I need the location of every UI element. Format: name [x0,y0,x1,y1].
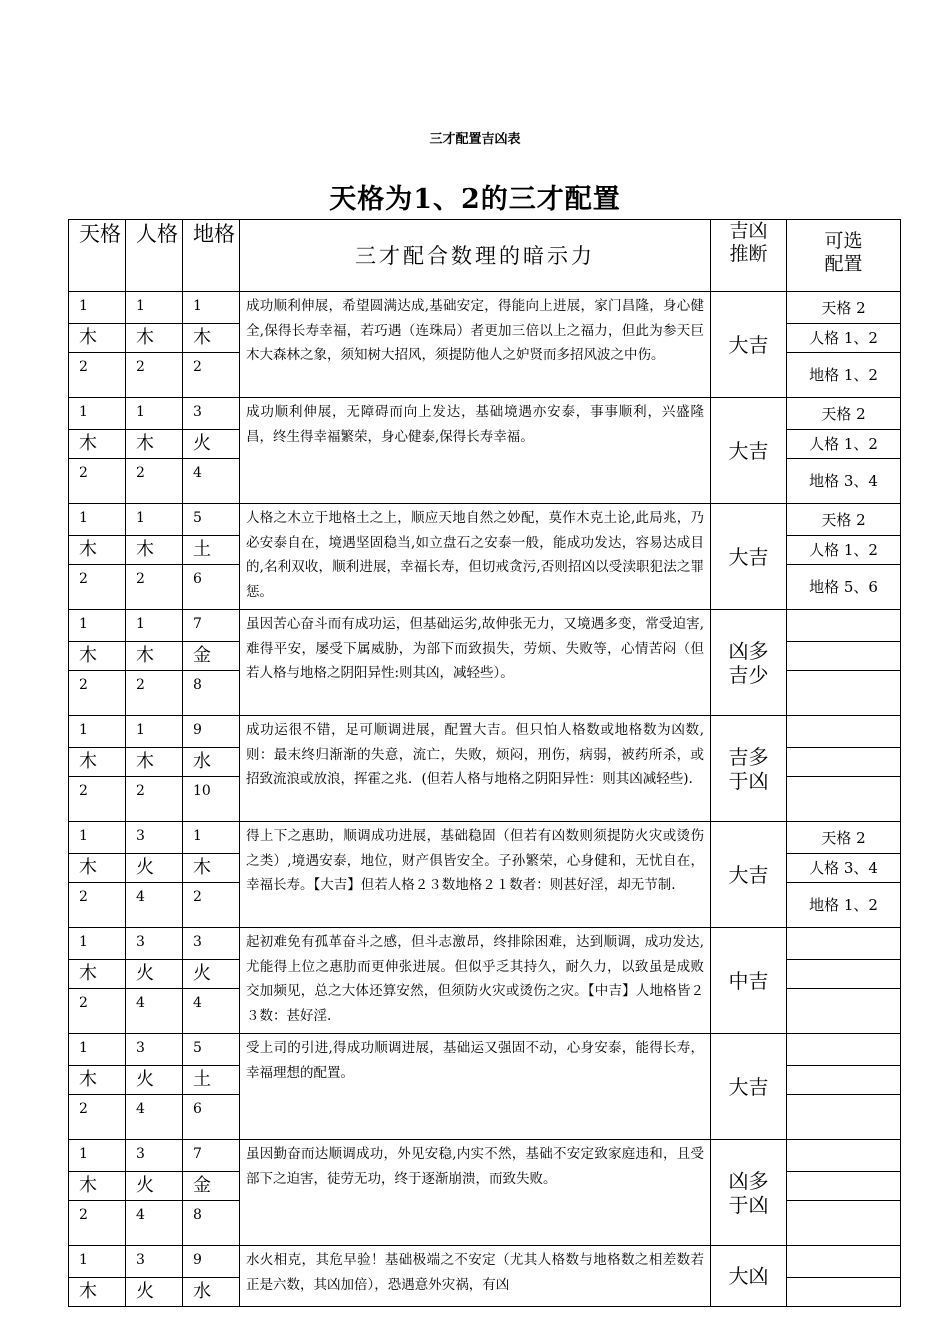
verdict-text: 大吉 [728,438,769,463]
hint-text: 成功顺利伸展，无障碍而向上发达，基础境遇亦安泰，事事顺利，兴盛隆昌，终生得幸福繁荣，身心健泰,保得长寿幸福。 [240,398,711,504]
tian-value: 2 [69,565,126,610]
di-value: 8 [183,1201,240,1246]
tian-value: 木 [69,854,126,883]
option-cell: 天格 2 [787,398,901,430]
tian-value: 2 [69,459,126,504]
verdict-cell [711,292,787,398]
verdict-text: 大吉 [728,544,769,569]
tian-value: 1 [69,822,126,854]
option-cell: 人格 1、2 [787,536,901,565]
page-title: 天格为1、2的三才配置 [329,184,621,215]
header-hint: 三才配合数理的暗示力 [240,220,711,292]
header-di: 地格 [183,220,240,292]
verdict-cell [711,822,787,928]
ren-value: 2 [126,671,183,716]
di-value: 7 [183,1140,240,1172]
verdict-text: 吉多于凶 [728,744,769,793]
hint-text: 水火相克，其危早验！基础极端之不安定（尤其人格数与地格数之相差数若正是六数，其凶加倍），恐遇意外灾祸，有凶 [240,1246,711,1307]
di-value: 水 [183,748,240,777]
di-value: 土 [183,1066,240,1095]
verdict-text: 大吉 [728,332,769,357]
document-title: 三才配置吉凶表 [429,132,521,147]
di-value: 火 [183,960,240,989]
table-row [69,928,901,960]
ren-value: 1 [126,292,183,324]
option-cell [787,777,901,822]
ren-value: 4 [126,883,183,928]
option-cell [787,960,901,989]
ren-value: 火 [126,960,183,989]
ren-value: 4 [126,989,183,1034]
header-tian: 天格 [69,220,126,292]
tian-value: 2 [69,883,126,928]
header-options: 可选 配置 [787,220,901,292]
ren-value: 火 [126,1172,183,1201]
ren-value: 3 [126,1034,183,1066]
table-row [69,610,901,642]
hint-text: 得上下之惠助，顺调成功进展，基础稳固（但若有凶数则须提防火灾或烫伤之类）,境遇安泰，地位，财产俱皆安全。子孙繁荣，心身健和，无忧自在，幸福长寿。【大吉】但若人格２３数地格２１数者：则甚好淫，却无节制. [240,822,711,928]
tian-value: 2 [69,1095,126,1140]
di-value: 2 [183,353,240,398]
table-row [69,1140,901,1172]
hint-text: 虽因苦心奋斗而有成功运，但基础运劣,故伸张无力，又境遇多变，常受迫害,难得平安，屡受下属威胁，为部下而致损失，劳烦、失败等，心情苦闷（但若人格与地格之阴阳异性:则其凶，减轻些）。 [240,610,711,716]
tian-value: 1 [69,1140,126,1172]
option-cell [787,716,901,748]
sancai-table [68,219,901,1307]
table-row [69,1246,901,1278]
di-value: 6 [183,565,240,610]
di-value: 5 [183,1034,240,1066]
option-cell: 地格 5、6 [787,565,901,610]
verdict-text: 大凶 [728,1264,769,1288]
verdict-cell [711,928,787,1034]
verdict-text: 凶多于凶 [728,1168,769,1217]
di-value: 4 [183,989,240,1034]
tian-value: 木 [69,1066,126,1095]
di-value: 火 [183,430,240,459]
verdict-cell [711,398,787,504]
verdict-text: 凶多吉少 [728,638,769,687]
ren-value: 1 [126,504,183,536]
tian-value: 2 [69,353,126,398]
table-row [69,822,901,854]
verdict-text: 中吉 [728,968,769,993]
verdict-cell [711,716,787,822]
di-value: 4 [183,459,240,504]
verdict-text: 大吉 [728,862,769,887]
ren-value: 4 [126,1201,183,1246]
tian-value: 木 [69,1172,126,1201]
hint-text: 成功运很不错，足可顺调进展，配置大吉。但只怕人格数或地格数为凶数,则：最末终归渐渐的失意，流亡，失败，烦闷，刑伤，病弱，被药所杀，或招致流浪或放浪，挥霍之兆．(但若人格与地格之阴阳异性：则其凶减轻些). [240,716,711,822]
tian-value: 木 [69,1278,126,1307]
di-value: 1 [183,292,240,324]
option-cell [787,1172,901,1201]
tian-value: 2 [69,989,126,1034]
tian-value: 木 [69,642,126,671]
verdict-cell [711,1246,787,1307]
verdict-cell [711,1034,787,1140]
di-value: 3 [183,928,240,960]
option-cell [787,1278,901,1307]
option-cell: 地格 1、2 [787,883,901,928]
option-cell [787,748,901,777]
tian-value: 木 [69,430,126,459]
hint-text: 虽因勤奋而达顺调成功，外见安稳,内实不然，基础不安定致家庭违和，且受部下之迫害，徒劳无功，终于逐渐崩溃，而致失败。 [240,1140,711,1246]
tian-value: 1 [69,292,126,324]
table-row [69,504,901,536]
header-verdict: 吉凶 推断 [711,220,787,292]
di-value: 金 [183,1172,240,1201]
hint-text: 成功顺利伸展，希望圆满达成,基础安定，得能向上进展，家门昌隆，身心健全,保得长寿幸福，若巧遇（连珠局）者更加三倍以上之福力，但此为参天巨木大森林之象，须知树大招风，须提防他人之妒贤而多招风波之中伤。 [240,292,711,398]
di-value: 9 [183,716,240,748]
ren-value: 1 [126,716,183,748]
option-cell [787,1095,901,1140]
ren-value: 1 [126,398,183,430]
tian-value: 木 [69,960,126,989]
table-row [69,292,901,324]
ren-value: 火 [126,854,183,883]
tian-value: 木 [69,536,126,565]
ren-value: 2 [126,565,183,610]
di-value: 1 [183,822,240,854]
ren-value: 2 [126,459,183,504]
table-row [69,716,901,748]
tian-value: 木 [69,324,126,353]
di-value: 木 [183,854,240,883]
option-cell: 地格 3、4 [787,459,901,504]
tian-value: 1 [69,1246,126,1278]
di-value: 水 [183,1278,240,1307]
di-value: 土 [183,536,240,565]
di-value: 7 [183,610,240,642]
di-value: 6 [183,1095,240,1140]
option-cell [787,610,901,642]
ren-value: 木 [126,324,183,353]
di-value: 8 [183,671,240,716]
ren-value: 3 [126,1140,183,1172]
option-cell [787,1034,901,1066]
ren-value: 火 [126,1278,183,1307]
ren-value: 4 [126,1095,183,1140]
tian-value: 1 [69,928,126,960]
option-cell: 人格 1、2 [787,430,901,459]
di-value: 2 [183,883,240,928]
verdict-cell [711,504,787,610]
di-value: 木 [183,324,240,353]
option-cell [787,1066,901,1095]
table-row [69,398,901,430]
tian-value: 1 [69,504,126,536]
di-value: 10 [183,777,240,822]
ren-value: 3 [126,822,183,854]
option-cell [787,1140,901,1172]
table-row [69,1034,901,1066]
di-value: 9 [183,1246,240,1278]
tian-value: 2 [69,671,126,716]
di-value: 金 [183,642,240,671]
option-cell: 地格 1、2 [787,353,901,398]
tian-value: 2 [69,777,126,822]
header-row [69,220,901,292]
ren-value: 3 [126,1246,183,1278]
hint-text: 人格之木立于地格土之上，顺应天地自然之妙配，莫作木克土论,此局兆，乃必安泰自在，境遇坚固稳当,如立盘石之安泰一般，能成功发达，容易达成目的,名利双收，顺利进展，幸福长寿，但切戒贪污,否则招凶以受渎职犯法之罪惩。 [240,504,711,610]
verdict-cell [711,610,787,716]
ren-value: 2 [126,777,183,822]
ren-value: 1 [126,610,183,642]
ren-value: 2 [126,353,183,398]
di-value: 5 [183,504,240,536]
option-cell [787,642,901,671]
option-cell [787,1201,901,1246]
option-cell [787,928,901,960]
tian-value: 1 [69,716,126,748]
option-cell: 人格 3、4 [787,854,901,883]
option-cell [787,1246,901,1278]
ren-value: 木 [126,748,183,777]
hint-text: 起初难免有孤革奋斗之感，但斗志激昂，终排除困难，达到顺调，成功发达,尤能得上位之惠肋而更伸张进展。但似乎乏其持久，耐久力，以致虽是成败交加频见，总之大体还算安然，但须防火灾或烫伤之灾。【中吉】人地格皆２３数：甚好淫. [240,928,711,1034]
ren-value: 3 [126,928,183,960]
ren-value: 木 [126,642,183,671]
ren-value: 木 [126,536,183,565]
option-cell: 天格 2 [787,292,901,324]
verdict-cell [711,1140,787,1246]
option-cell [787,671,901,716]
option-cell: 人格 1、2 [787,324,901,353]
hint-text: 受上司的引进,得成功顺调进展，基础运又强固不动，心身安泰，能得长寿，幸福理想的配置。 [240,1034,711,1140]
verdict-text: 大吉 [728,1074,769,1099]
tian-value: 1 [69,1034,126,1066]
ren-value: 火 [126,1066,183,1095]
ren-value: 木 [126,430,183,459]
option-cell: 天格 2 [787,504,901,536]
option-cell: 天格 2 [787,822,901,854]
tian-value: 1 [69,610,126,642]
di-value: 3 [183,398,240,430]
tian-value: 1 [69,398,126,430]
tian-value: 2 [69,1201,126,1246]
tian-value: 木 [69,748,126,777]
header-ren: 人格 [126,220,183,292]
option-cell [787,989,901,1034]
